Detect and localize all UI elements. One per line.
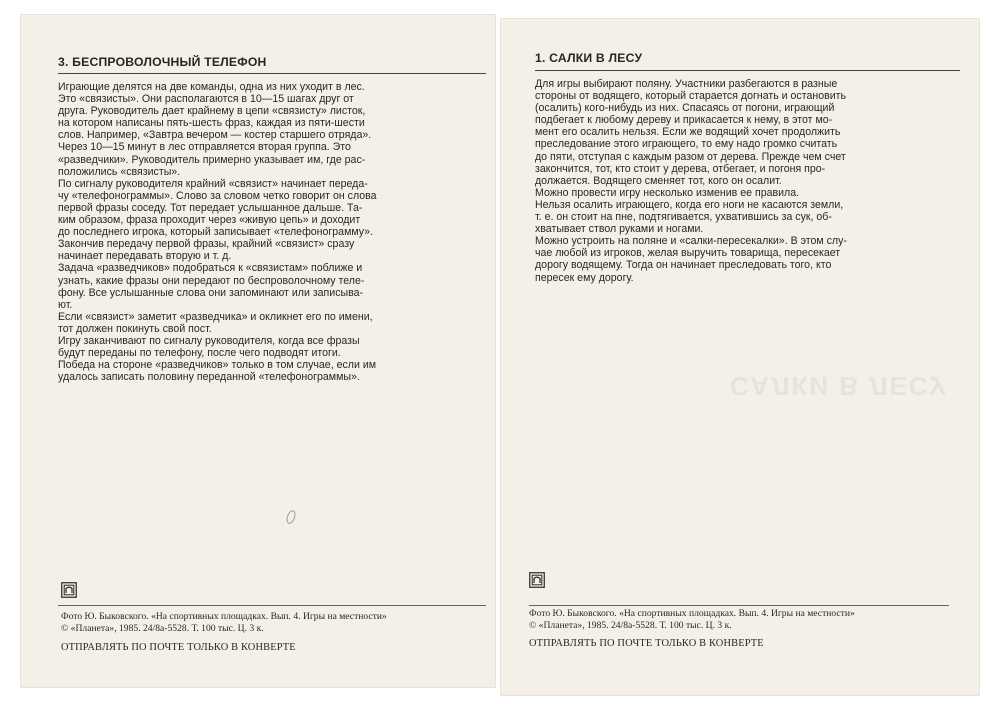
title-divider — [58, 73, 486, 74]
footer-divider — [58, 605, 486, 606]
body-line: слов. Например, «Завтра вечером — костер старшего отряда». — [58, 129, 372, 142]
card-body — [58, 81, 377, 383]
body-line: мент его осалить нельзя. Если же водящий хочет продолжить — [535, 126, 841, 139]
body-line: первой фразы соседу. Тот передает услышанное дальше. Та- — [58, 201, 363, 214]
footer-credit: Фото Ю. Быковского. «На спортивных площадках. Вып. 4. Игры на местности» — [61, 611, 387, 622]
body-line: удалось записать половину переданной «телефонограммы». — [58, 371, 360, 384]
body-line: начинает передавать вторую и т. д. — [58, 250, 232, 263]
body-line: Это «связисты». Они располагаются в 10—15 шагах друг от — [58, 93, 354, 106]
body-line: чу «телефонограммы». Слово за словом четко говорит он слова — [58, 189, 377, 202]
body-line: т. е. он стоит на пне, подтягивается, ухватившись за сук, об- — [535, 211, 832, 224]
left-card — [20, 14, 496, 688]
footer-publisher: © «Планета», 1985. 24/8а-5528. Т. 100 тыс. Ц. 3 к. — [529, 620, 732, 631]
body-line: чае любой из игроков, желая выручить товарища, пересекает — [535, 247, 841, 260]
card-title: 1. САЛКИ В ЛЕСУ — [535, 51, 643, 65]
footer-divider — [529, 605, 949, 606]
body-line: Если «связист» заметит «разведчика» и окликнет его по имени, — [58, 310, 373, 323]
show-through-text: САЛКИ В ЛЕСУ — [730, 371, 948, 401]
title-divider — [535, 70, 960, 71]
body-line: Победа на стороне «разведчиков» только в том случае, если им — [58, 359, 377, 372]
body-line: хватывает ствол руками и ногами. — [535, 223, 704, 236]
right-card — [500, 18, 980, 696]
body-line: Через 10—15 минут в лес отправляется вторая группа. Это — [58, 141, 351, 154]
publisher-logo-icon — [529, 572, 545, 588]
body-line: Играющие делятся на две команды, одна из них уходит в лес. — [58, 81, 365, 93]
body-line: друга. Руководитель дает крайнему в цепи «связисту» листок, — [58, 105, 366, 118]
body-line: тот должен покинуть свой пост. — [58, 322, 212, 335]
body-line: «разведчики». Руководитель примерно указывает им, где рас- — [58, 153, 366, 166]
body-line: Задача «разведчиков» подобраться к «связистам» поближе и — [58, 262, 363, 275]
body-line: пересек ему дорогу. — [535, 271, 634, 284]
pencil-mark — [285, 509, 297, 525]
body-line: По сигналу руководителя крайний «связист» начинает переда- — [58, 177, 368, 190]
body-line: будут переданы по телефону, после чего подводят итоги. — [58, 347, 341, 360]
body-line: ют. — [58, 298, 73, 311]
body-line: Можно устроить на поляне и «салки-пересекалки». В этом слу- — [535, 235, 847, 248]
body-line: до последнего игрока, который записывает «телефонограмму». — [58, 226, 374, 239]
body-line: ким образом, фраза проходит через «живую цепь» и доходит — [58, 214, 361, 227]
body-line: фону. Все услышанные слова они запоминают или записыва- — [58, 286, 364, 299]
body-line: Игру заканчивают по сигналу руководителя, когда все фразы — [58, 334, 360, 347]
body-line: узнать, какие фразы они передают по беспроволочному теле- — [58, 274, 365, 287]
body-line: Нельзя осалить играющего, когда его ноги не касаются земли, — [535, 198, 844, 211]
send-note: ОТПРАВЛЯТЬ ПО ПОЧТЕ ТОЛЬКО В КОНВЕРТЕ — [61, 642, 296, 653]
body-line: Можно провести игру несколько изменив ее правила. — [535, 186, 800, 199]
card-body — [535, 78, 847, 284]
body-line: на котором написаны пять-шесть фраз, каждая из пяти-шести — [58, 117, 365, 130]
body-line: преследование этого играющего, то ему надо громко считать — [535, 138, 838, 151]
body-line: подбегает к любому дереву и прикасается к нему, в этот мо- — [535, 114, 833, 127]
body-line: дорогу водящему. Тогда он начинает преследовать того, кто — [535, 259, 832, 272]
body-line: Закончив передачу первой фразы, крайний «связист» сразу — [58, 238, 355, 251]
body-line: до пяти, отступая с каждым разом от дерева. Прежде чем счет — [535, 150, 846, 163]
body-line: положились «связисты». — [58, 165, 181, 178]
card-title: 3. БЕСПРОВОЛОЧНЫЙ ТЕЛЕФОН — [58, 55, 267, 69]
body-line: закончится, тот, кто стоит у дерева, отбегает, и погоня про- — [535, 162, 826, 175]
footer-publisher: © «Планета», 1985. 24/8а-5528. Т. 100 тыс. Ц. 3 к. — [61, 623, 264, 634]
body-line: стороны от водящего, который старается догнать и остановить — [535, 90, 847, 103]
body-line: должается. Водящего сменяет тот, кого он осалит. — [535, 174, 782, 187]
body-line: Для игры выбирают поляну. Участники разбегаются в разные — [535, 78, 838, 90]
send-note: ОТПРАВЛЯТЬ ПО ПОЧТЕ ТОЛЬКО В КОНВЕРТЕ — [529, 638, 764, 649]
publisher-logo-icon — [61, 582, 77, 598]
footer-credit: Фото Ю. Быковского. «На спортивных площадках. Вып. 4. Игры на местности» — [529, 608, 855, 619]
body-line: (осалить) кого-нибудь из них. Спасаясь от погони, играющий — [535, 102, 835, 115]
